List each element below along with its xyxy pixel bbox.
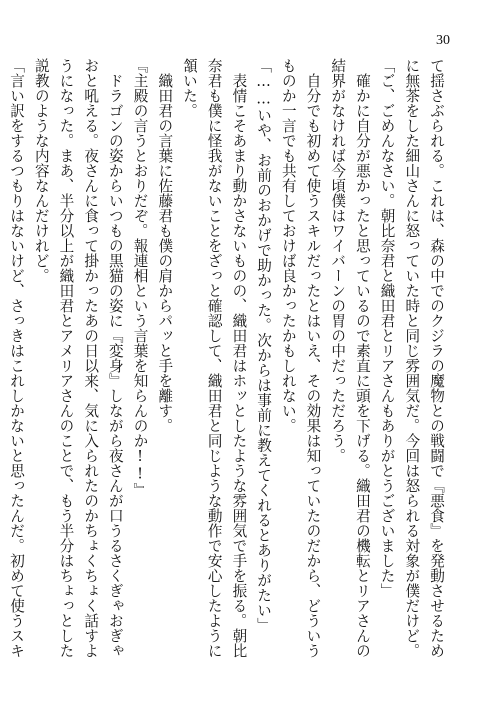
text-line: 確かに自分が悪かったと思っているので素直に頭を下げる。織田君の機転とリアさんの — [353, 73, 371, 658]
text-line: に無茶をした細山さんに怒っていた時と同じ雰囲気だ。今回は怒られる対象が僕だけど。 — [403, 58, 421, 658]
text-line: 結界がなければ今頃僕はワイバーンの胃の中だっただろう。 — [329, 58, 347, 463]
text-line: うになった。まあ、半分以上が織田君とアメリアさんのことで、もう半分はちょっとした — [57, 58, 75, 658]
text-line: 『主殿の言うとおりだぞ。報連相という言葉を知らんのか!!』 — [131, 58, 149, 498]
text-line: おと吼える。夜さんに食って掛かったあの日以来、気に入られたのかちょくちょく話すよ — [82, 58, 100, 658]
text-line: 自分でも初めて使うスキルだったとはいえ、その効果は知っていたのだから、どういう — [304, 73, 322, 658]
vertical-text-body — [8, 58, 448, 658]
text-line: 奈君も僕に怪我がないことをざっと確認して、織田君と同じような動作で安心したように — [205, 58, 223, 658]
text-line: て揺さぶられる。これは、森の中でのクジラの魔物との戦闘で『悪食』を発動させるため — [428, 58, 445, 658]
text-line: 表情こそあまり動かさないものの、織田君はホッとしたような雰囲気で手を振る。朝比 — [230, 73, 248, 658]
text-line: 織田君の言葉に佐藤君も僕の肩からパッと手を離す。 — [156, 73, 174, 433]
text-line: 「ご、ごめんなさい。朝比奈君と織田君とリアさんもありがとうございました」 — [378, 58, 396, 598]
text-line: ものか一言でも共有しておけば良かったかもしれない。 — [279, 58, 297, 433]
text-line: 「言い訳をするつもりはないけど、さっきはこれしかないと思ったんだ。初めて使うスキ — [8, 58, 26, 658]
page-number: 30 — [436, 33, 450, 48]
text-line: ドラゴンの姿からいつもの黒猫の姿に『変身』しながら夜さんが口うるさくぎゃおぎゃ — [106, 73, 124, 658]
text-line: 頷いた。 — [180, 58, 198, 118]
text-line: 「……いや、お前のおかげで助かった。次からは事前に教えてくれるとありがたい」 — [255, 58, 273, 633]
text-line: 説教のような内容なんだけれど。 — [32, 58, 50, 283]
